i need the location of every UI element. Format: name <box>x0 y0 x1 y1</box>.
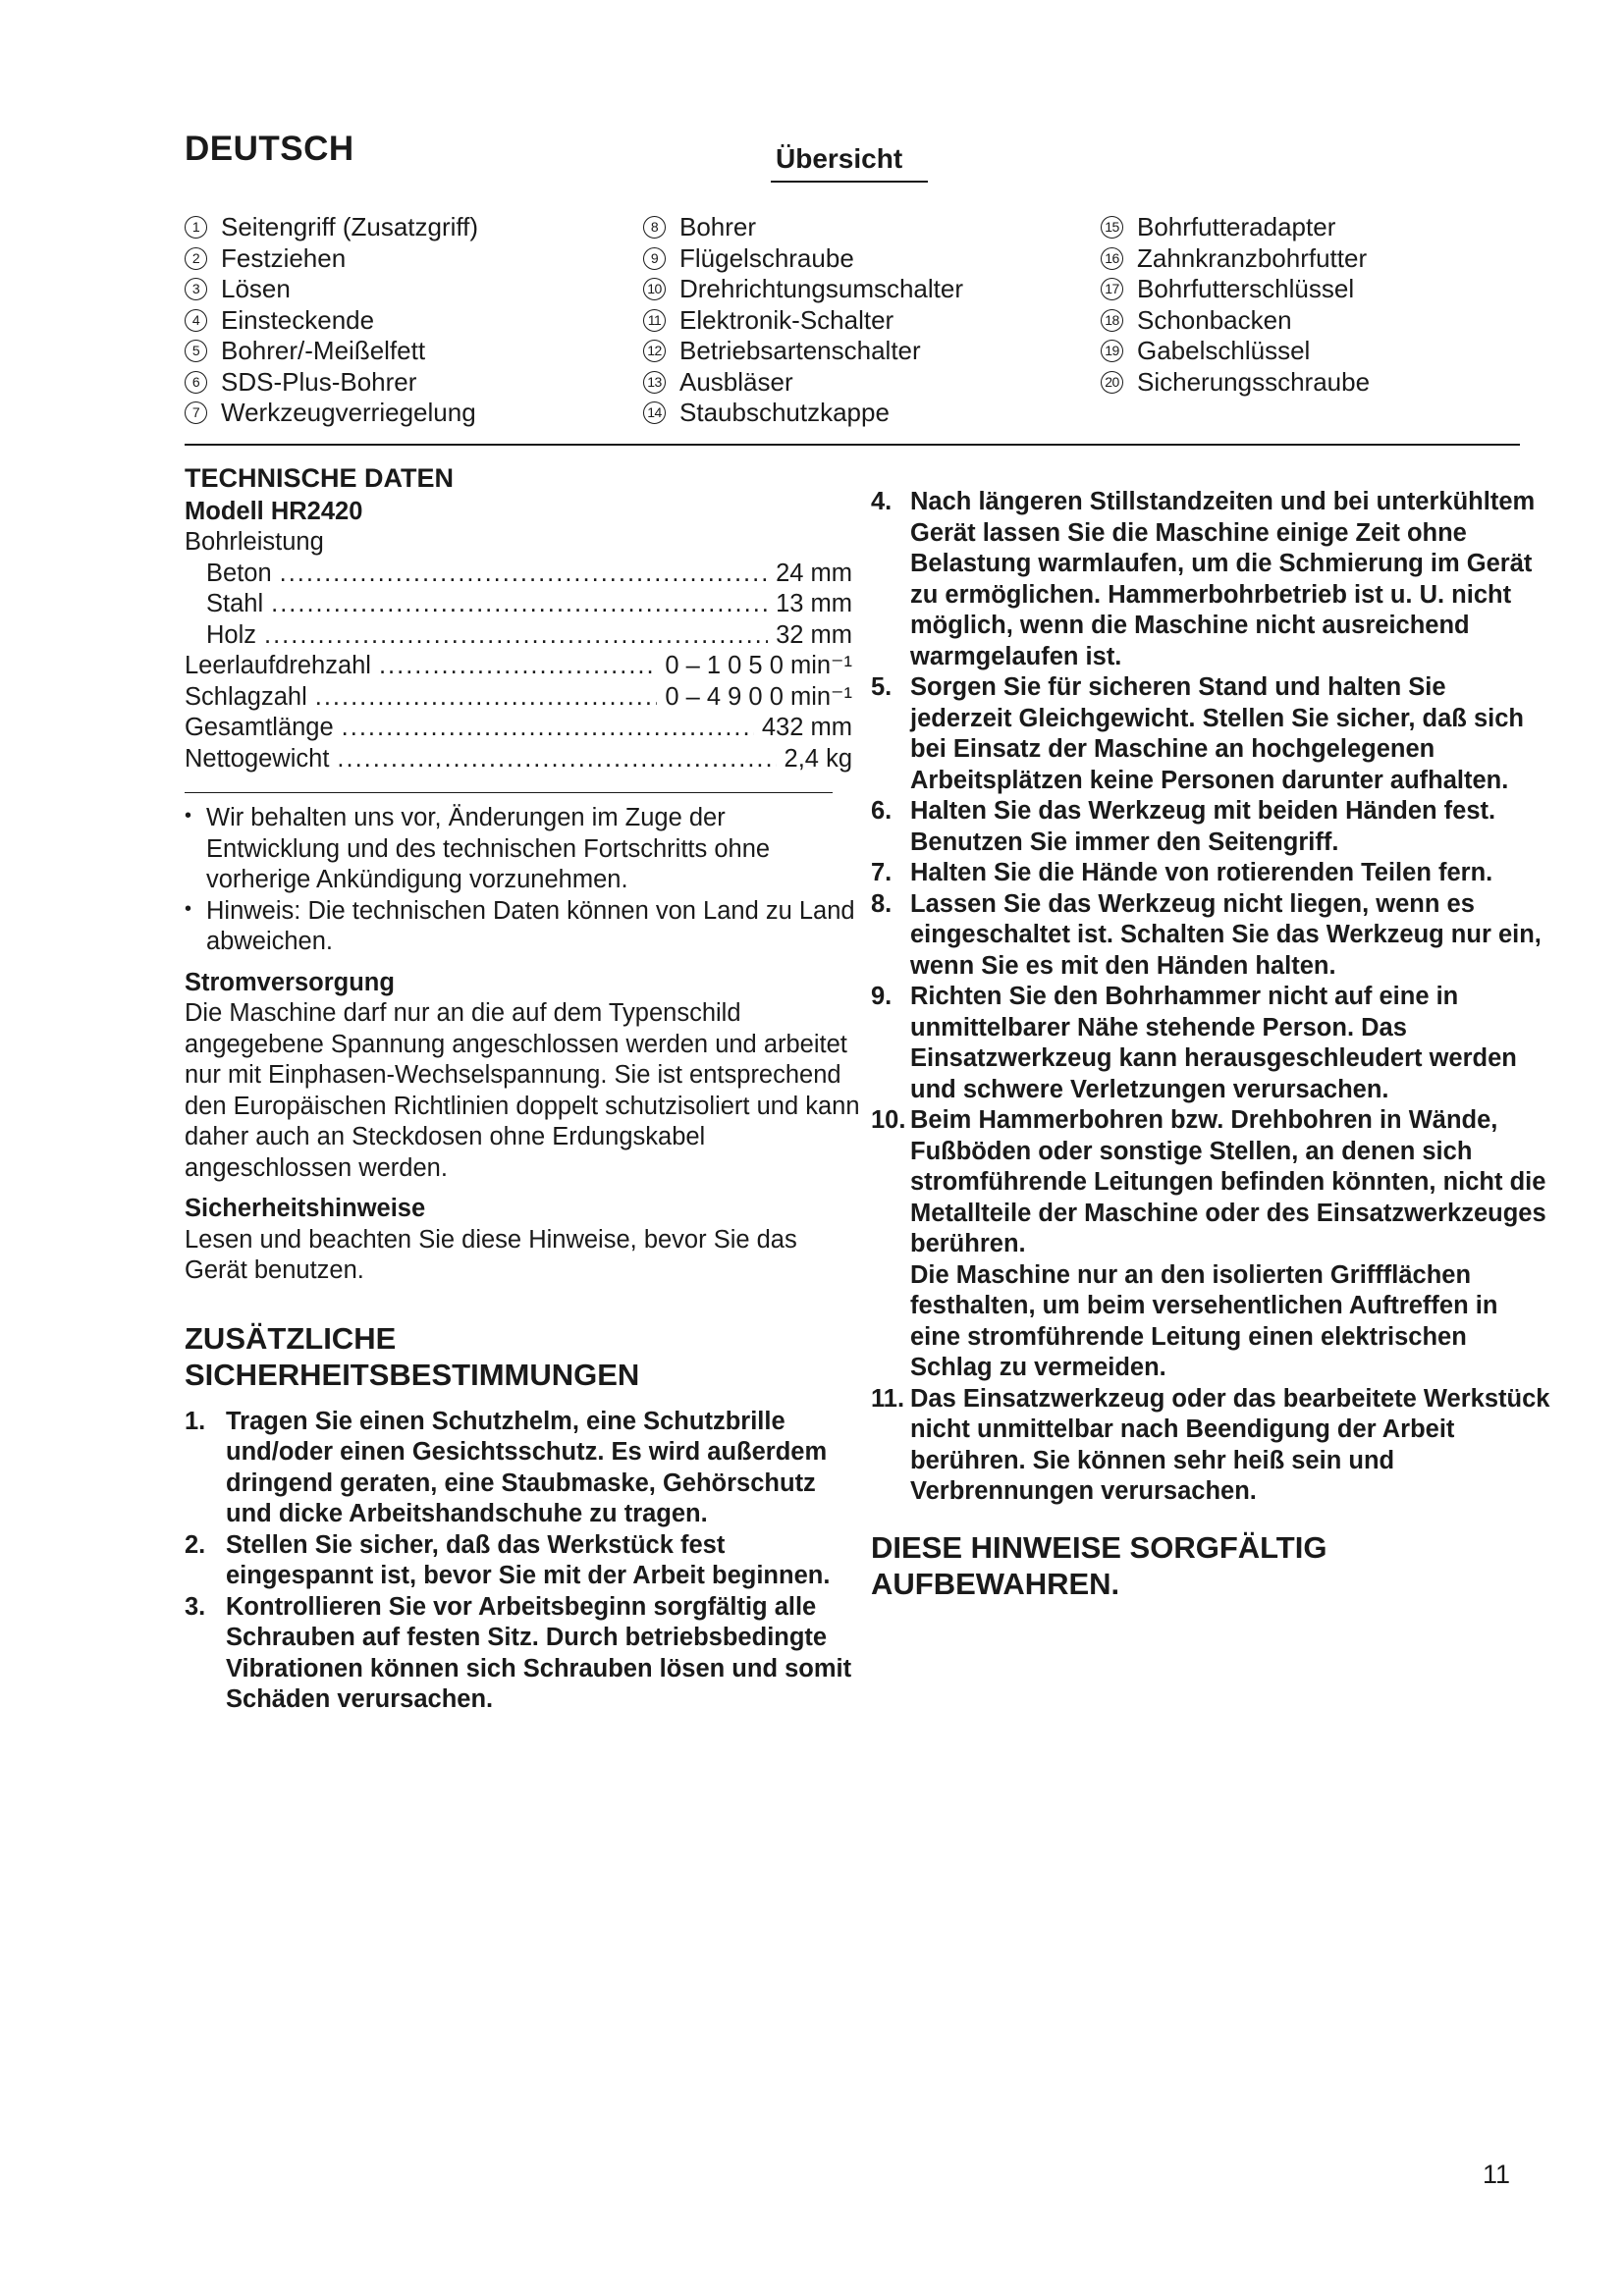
language-heading: DEUTSCH <box>185 130 354 168</box>
number-circle-icon: 17 <box>1101 278 1123 300</box>
safety-text: Lesen und beachten Sie diese Hinweise, bevor Sie das Gerät benutzen. <box>185 1225 797 1284</box>
spec-note: • Hinweis: Die technischen Daten können von Land zu Land abweichen. <box>185 896 862 958</box>
number-circle-icon: 13 <box>643 371 666 394</box>
spec-row <box>185 651 852 682</box>
legend-item <box>185 367 478 399</box>
model-label: Modell HR2420 <box>185 497 363 525</box>
legend-label: Festziehen <box>221 242 347 273</box>
rule-item <box>871 796 1553 858</box>
rule-number: 7. <box>871 859 893 886</box>
spec-note: • Wir behalten uns vor, Änderungen im Zuge der Entwicklung und des technischen Fortschritts ohne vorherige Ankündigung vorzunehmen. <box>185 803 862 896</box>
legend-item <box>185 336 478 367</box>
spec-label: Beton <box>206 559 272 587</box>
closing-line-2: AUFBEWAHREN. <box>871 1566 1120 1601</box>
number-circle-icon: 12 <box>643 340 666 362</box>
legend-label: Staubschutzkappe <box>679 398 890 427</box>
page-number: 11 <box>1483 2160 1511 2189</box>
number-circle-icon: 7 <box>185 401 207 424</box>
safety-title: Sicherheitshinweise <box>185 1195 426 1222</box>
number-circle-icon: 15 <box>1101 216 1123 239</box>
legend-label: Zahnkranzbohrfutter <box>1137 242 1368 273</box>
rule-number: 11. <box>871 1384 905 1413</box>
number-circle-icon: 3 <box>185 278 207 300</box>
overview-column-1 <box>185 212 478 429</box>
legend-item <box>1101 305 1370 337</box>
number-circle-icon: 19 <box>1101 340 1123 362</box>
legend-item <box>1101 367 1370 399</box>
rule-text: Sorgen Sie für sicheren Stand und halten Sie jederzeit Gleichgewicht. Stellen Sie sicher, daß sich bei Einsatz der Maschine an hochgelegenen Arbeitsplätzen keine Personen darunter aufhalten. <box>910 673 1524 794</box>
legend-label: SDS-Plus-Bohrer <box>221 366 417 397</box>
rule-item <box>871 858 1553 889</box>
number-circle-icon: 10 <box>643 278 666 300</box>
dot-leader <box>315 682 658 714</box>
rule-item <box>871 1105 1553 1384</box>
overview-title: Übersicht <box>776 143 903 174</box>
legend-label: Seitengriff (Zusatzgriff) <box>221 212 479 241</box>
right-column <box>871 487 1553 1602</box>
additional-title-line-2: SICHERHEITSBESTIMMUNGEN <box>185 1357 640 1392</box>
legend-item <box>185 243 478 275</box>
rule-text: Richten Sie den Bohrhammer nicht auf eine in unmittelbarer Nähe stehende Person. Das Einsatzwerkzeug kann herausgeschleudert werden und schwere Verletzungen verursachen. <box>910 983 1517 1103</box>
rule-text-group <box>910 1105 1553 1384</box>
legend-item <box>643 336 963 367</box>
overview-column-2 <box>643 212 963 429</box>
legend-label: Betriebsartenschalter <box>679 336 921 365</box>
rule-text: Tragen Sie einen Schutzhelm, eine Schutzbrille und/oder einen Gesichtsschutz. Es wird außerdem dringend geraten, eine Staubmaske, Gehörschutz und dicke Arbeitshandschuhe zu tragen. <box>226 1407 828 1527</box>
legend-label: Elektronik-Schalter <box>679 304 894 335</box>
additional-title-line-1: ZUSÄTZLICHE <box>185 1320 397 1356</box>
rule-text: Das Einsatzwerkzeug oder das bearbeitete Werkstück nicht unmittelbar nach Beendigung der Arbeit berühren. Sie können sehr heiß sein und Verbrennungen verursachen. <box>910 1384 1550 1505</box>
number-circle-icon: 11 <box>643 309 666 332</box>
spec-row <box>185 682 852 714</box>
legend-item <box>185 274 478 305</box>
legend-label: Lösen <box>221 274 291 303</box>
legend-label: Ausbläser <box>679 366 793 397</box>
legend-item <box>185 212 478 243</box>
rule-number: 4. <box>871 488 893 515</box>
legend-item <box>643 367 963 399</box>
spec-value: 24 mm <box>776 559 852 587</box>
spec-label: Leerlaufdrehzahl <box>185 652 371 679</box>
power-title: Stromversorgung <box>185 968 395 996</box>
spec-label: Holz <box>206 620 257 649</box>
number-circle-icon: 6 <box>185 371 207 394</box>
legend-item <box>643 398 963 429</box>
rule-number: 1. <box>185 1407 206 1435</box>
legend-item <box>1101 212 1370 243</box>
rules-list-left <box>185 1407 862 1716</box>
rule-text: Lassen Sie das Werkzeug nicht liegen, wenn es eingeschaltet ist. Schalten Sie das Werkzeug nur ein, wenn Sie es mit den Händen halten. <box>910 889 1542 980</box>
spec-label: Gesamtlänge <box>185 714 334 741</box>
rule-item <box>871 982 1553 1105</box>
legend-label: Sicherungsschraube <box>1137 366 1371 397</box>
spec-row <box>185 744 852 775</box>
rule-text: Kontrollieren Sie vor Arbeitsbeginn sorgfältig alle Schrauben auf festen Sitz. Durch betriebsbedingte Vibrationen können sich Schrauben lösen und somit Schäden verursachen. <box>226 1592 852 1713</box>
capacity-label: Bohrleistung <box>185 528 324 556</box>
rule-number: 5. <box>871 673 893 701</box>
section-divider <box>185 444 1520 446</box>
legend-label: Einsteckende <box>221 304 375 335</box>
dot-leader <box>264 620 768 652</box>
additional-safety-title <box>185 1320 862 1393</box>
legend-label: Gabelschlüssel <box>1137 336 1311 365</box>
rule-number: 9. <box>871 983 893 1010</box>
spec-row <box>185 620 852 652</box>
spec-label: Stahl <box>206 590 264 617</box>
legend-label: Schonbacken <box>1137 304 1292 335</box>
rule-text: Nach längeren Stillstandzeiten und bei unterkühltem Gerät lassen Sie die Maschine einige Zeit ohne Belastung warmlaufen, um die Schmierung im Gerät zu ermöglichen. Hammerbohrbetrieb ist u. U. nicht möglich, wenn die Maschine nicht ausreichend warmgelaufen ist. <box>910 488 1536 670</box>
rule-number: 2. <box>185 1530 206 1559</box>
rule-number: 10. <box>871 1106 906 1134</box>
specs-divider <box>185 792 833 793</box>
number-circle-icon: 18 <box>1101 309 1123 332</box>
dot-leader <box>280 559 768 590</box>
rule-number: 3. <box>185 1592 206 1621</box>
legend-item <box>1101 274 1370 305</box>
rule-number: 8. <box>871 889 893 918</box>
number-circle-icon: 1 <box>185 216 207 239</box>
dot-leader <box>271 589 768 620</box>
spec-value: 432 mm <box>761 714 852 741</box>
legend-item <box>1101 336 1370 367</box>
dot-leader <box>342 713 754 744</box>
spec-label: Nettogewicht <box>185 744 330 773</box>
spec-row <box>185 713 852 744</box>
spec-row <box>185 589 852 620</box>
legend-item <box>643 274 963 305</box>
rule-item <box>871 487 1553 672</box>
legend-item <box>185 305 478 337</box>
rule-item <box>871 889 1553 983</box>
legend-label: Drehrichtungsumschalter <box>679 274 964 303</box>
legend-label: Bohrfutteradapter <box>1137 212 1336 241</box>
spec-value: 0 – 1 0 5 0 min⁻¹ <box>665 652 852 679</box>
rule-text: Stellen Sie sicher, daß das Werkstück fest eingespannt ist, bevor Sie mit der Arbeit beginnen. <box>226 1530 831 1589</box>
rule-item <box>871 1384 1553 1508</box>
closing-notice <box>871 1529 1553 1602</box>
legend-label: Werkzeugverriegelung <box>221 398 476 427</box>
overview-column-3 <box>1101 212 1370 398</box>
dot-leader <box>337 744 776 775</box>
rule-number: 6. <box>871 797 893 825</box>
number-circle-icon: 5 <box>185 340 207 362</box>
spec-value: 13 mm <box>776 590 852 617</box>
dot-leader <box>379 651 657 682</box>
rule-text-continued: Die Maschine nur an den isolierten Griffflächen festhalten, um beim versehentlichen Auftreffen in eine stromführende Leitung einen elektrischen Schlag zu vermeiden. <box>910 1260 1498 1381</box>
legend-item <box>643 243 963 275</box>
legend-item <box>1101 243 1370 275</box>
legend-item <box>643 305 963 337</box>
spec-value: 2,4 kg <box>784 744 852 773</box>
spec-value: 0 – 4 9 0 0 min⁻¹ <box>665 682 852 711</box>
spec-label: Schlagzahl <box>185 682 307 711</box>
number-circle-icon: 9 <box>643 247 666 270</box>
legend-label: Bohrer <box>679 212 757 241</box>
left-column <box>185 463 862 1716</box>
legend-label: Bohrfutterschlüssel <box>1137 274 1355 303</box>
rule-item <box>871 672 1553 796</box>
legend-label: Bohrer/-Meißelfett <box>221 336 426 365</box>
spec-value: 32 mm <box>776 620 852 649</box>
number-circle-icon: 2 <box>185 247 207 270</box>
legend-item <box>185 398 478 429</box>
rule-item <box>185 1407 862 1530</box>
specs-table <box>185 527 852 774</box>
number-circle-icon: 16 <box>1101 247 1123 270</box>
overview-underline <box>771 181 928 183</box>
power-text: Die Maschine darf nur an die auf dem Typenschild angegebene Spannung angeschlossen werden und arbeitet nur mit Einphasen-Wechselspannung. Sie ist entsprechend den Europäischen Richtlinien doppelt schutzisoliert und kann daher auch an Steckdosen ohne Erdungskabel angeschlossen werden. <box>185 999 860 1182</box>
legend-label: Flügelschraube <box>679 242 854 273</box>
specs-title: TECHNISCHE DATEN <box>185 463 455 493</box>
rule-text: Halten Sie das Werkzeug mit beiden Händen fest. Benutzen Sie immer den Seitengriff. <box>910 797 1496 856</box>
rule-item <box>185 1530 862 1592</box>
closing-line-1: DIESE HINWEISE SORGFÄLTIG <box>871 1529 1327 1565</box>
number-circle-icon: 20 <box>1101 371 1123 394</box>
legend-item <box>643 212 963 243</box>
number-circle-icon: 8 <box>643 216 666 239</box>
spec-row <box>185 559 852 590</box>
rule-text: Halten Sie die Hände von rotierenden Teilen fern. <box>910 859 1493 886</box>
rule-item <box>185 1592 862 1716</box>
number-circle-icon: 4 <box>185 309 207 332</box>
rule-text: Beim Hammerbohren bzw. Drehbohren in Wände, Fußböden oder sonstige Stellen, an denen sich stromführende Leitungen befinden könnten, nicht die Metallteile der Maschine oder des Einsatzwerkzeuges berühren. <box>910 1106 1546 1257</box>
number-circle-icon: 14 <box>643 401 666 424</box>
